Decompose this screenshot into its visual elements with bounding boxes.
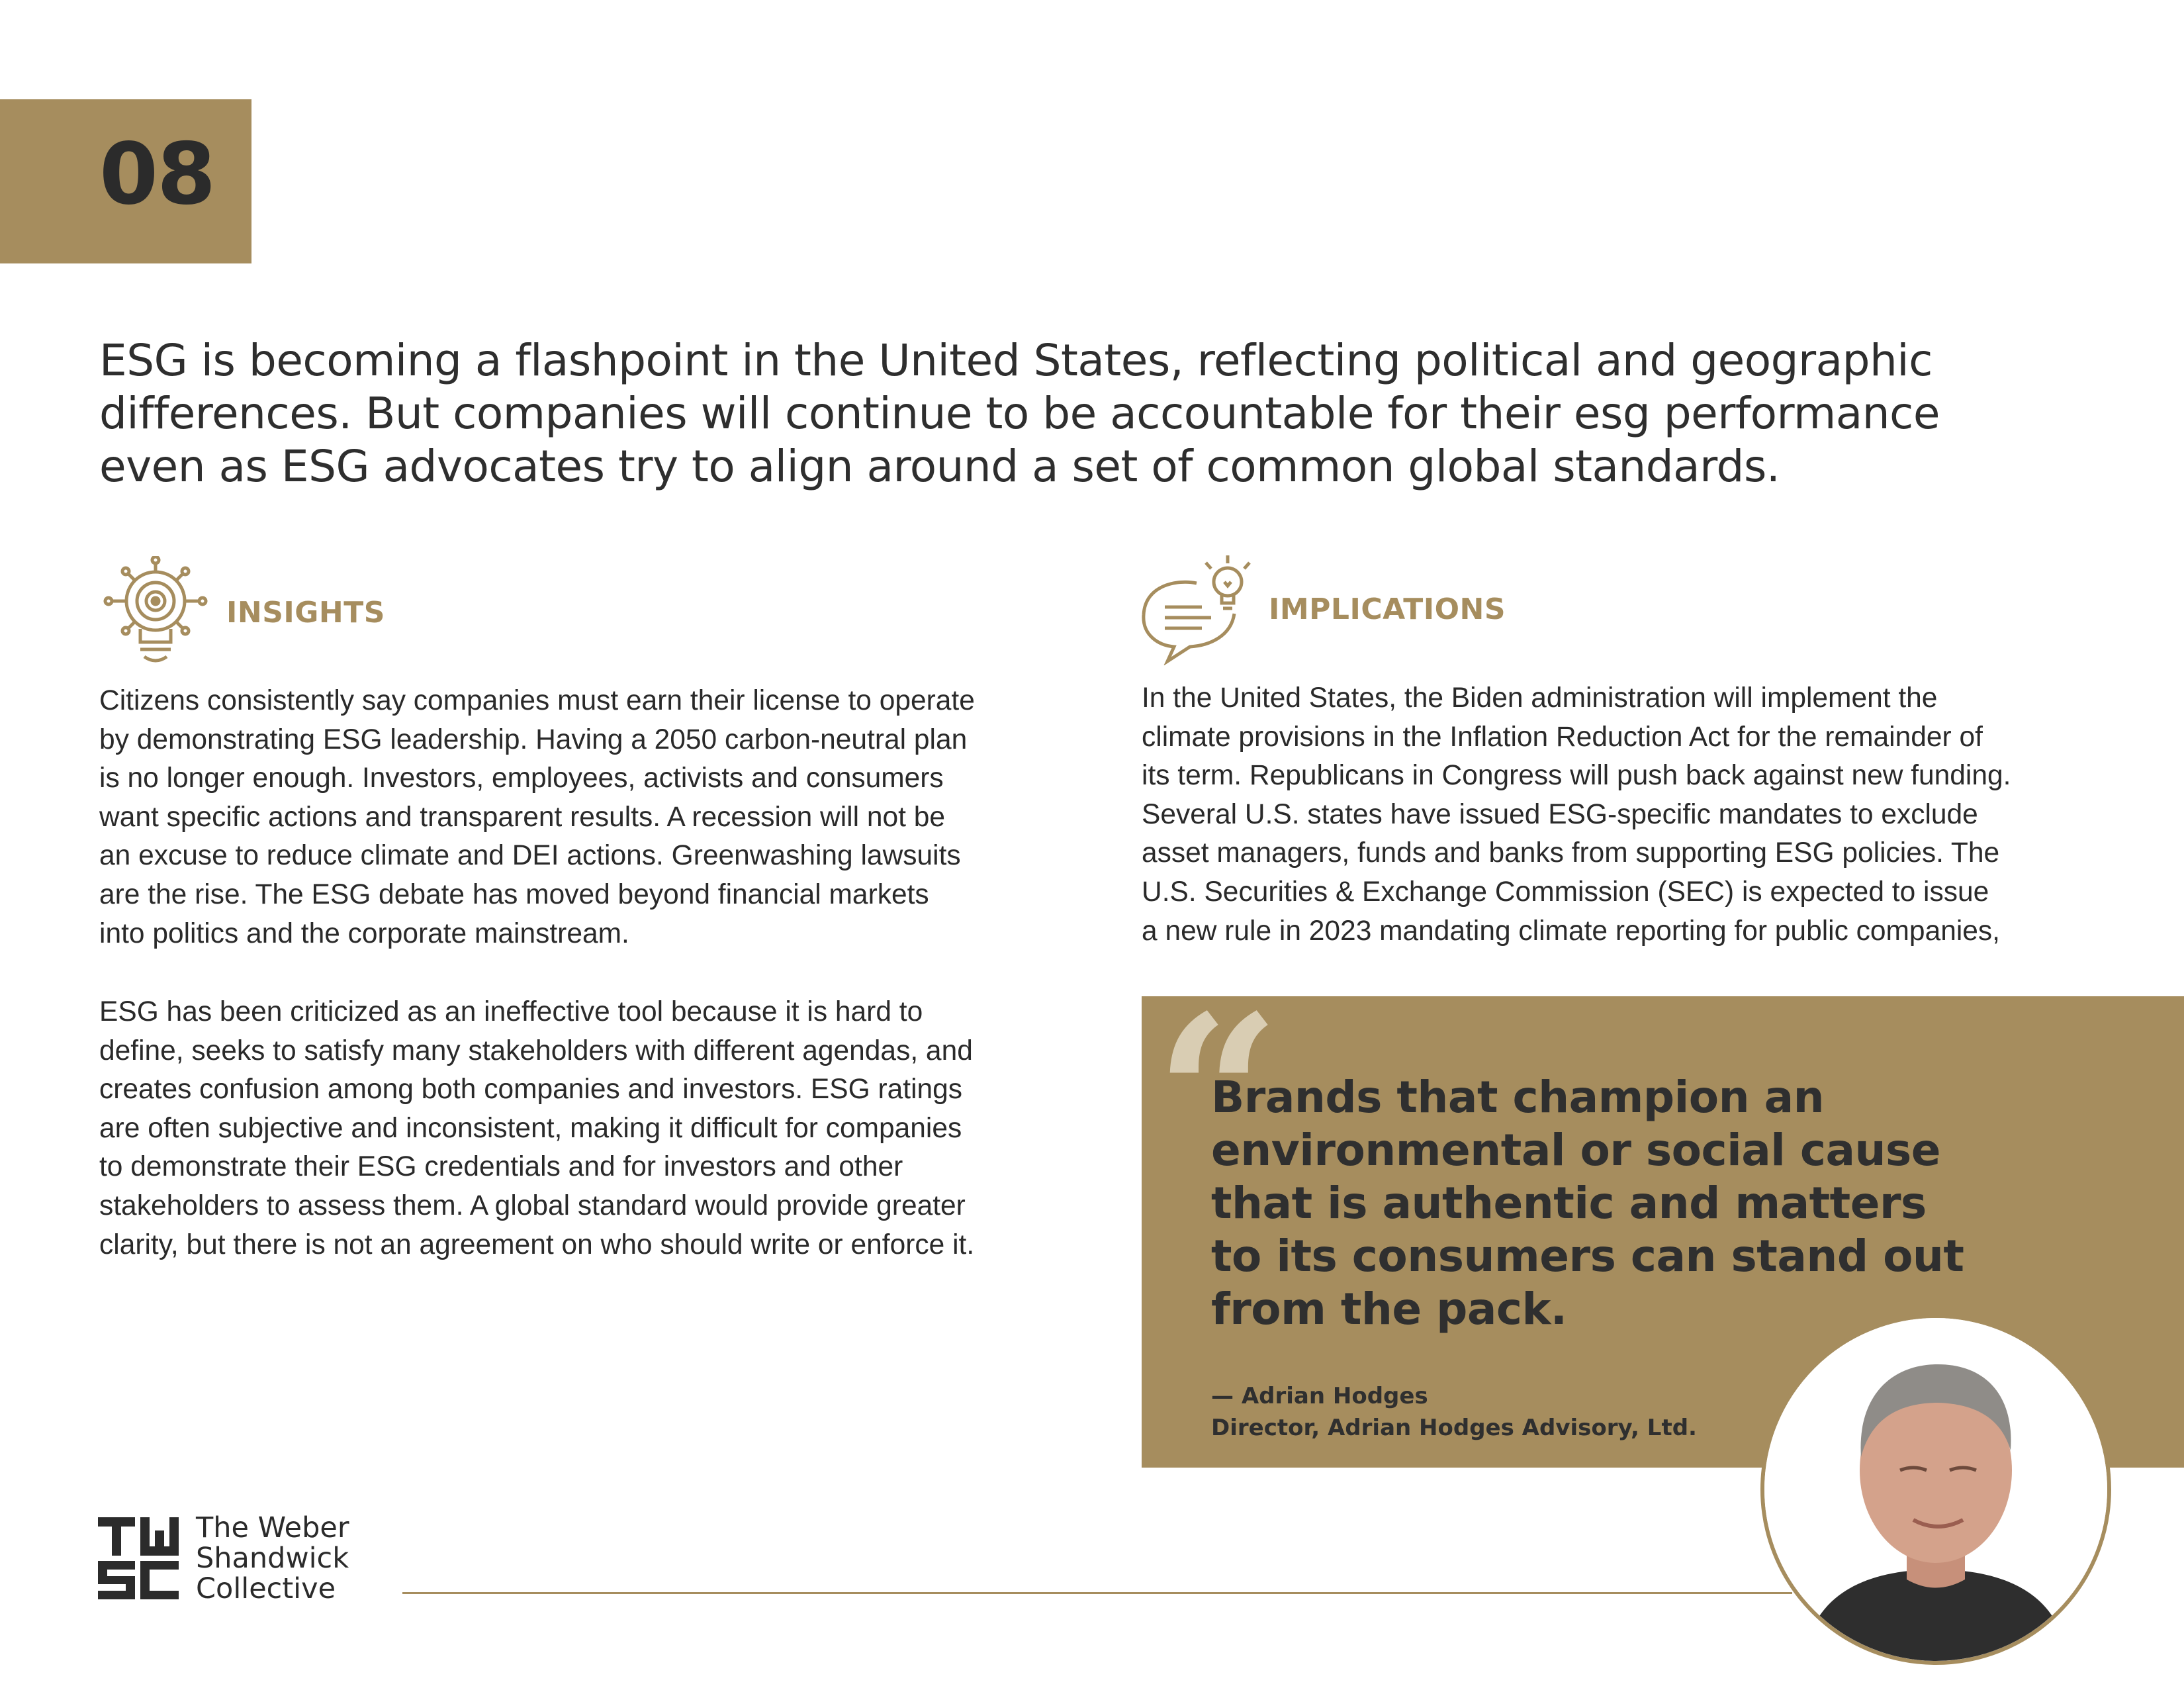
text-line: climate provisions in the Inflation Reduction Act for the remainder of	[1142, 721, 1983, 753]
person-portrait-icon	[1764, 1318, 2107, 1661]
quote-mark-icon: “	[1155, 967, 1281, 1224]
text-line: Citizens consistently say companies must earn their license to operate	[99, 685, 975, 716]
text-line: are often subjective and inconsistent, making it difficult for companies	[99, 1112, 962, 1144]
text-line: are the rise. The ESG debate has moved beyond financial markets	[99, 878, 929, 910]
insights-paragraph-2	[99, 993, 974, 1264]
headline-line: even as ESG advocates try to align around a set of common global standards.	[99, 441, 1780, 492]
quote-line: environmental or social cause	[1211, 1125, 1941, 1176]
logo-line: The Weber	[196, 1511, 349, 1544]
text-line: Several U.S. states have issued ESG-specific mandates to exclude	[1142, 798, 1978, 830]
page-number: 08	[99, 125, 215, 224]
text-line: to demonstrate their ESG credentials and for investors and other	[99, 1151, 903, 1183]
page-number-box	[0, 99, 251, 263]
logo-line: Shandwick	[196, 1542, 349, 1575]
text-line: its term. Republicans in Congress will push back against new funding.	[1142, 760, 2011, 792]
text-line: define, seeks to satisfy many stakeholders with different agendas, and	[99, 1035, 973, 1066]
quote-role: Director, Adrian Hodges Advisory, Ltd.	[1211, 1415, 1697, 1441]
text-line: ESG has been criticized as an ineffective tool because it is hard to	[99, 996, 923, 1027]
quote-attribution	[1211, 1380, 1697, 1444]
logo-line: Collective	[196, 1572, 336, 1605]
text-line: stakeholders to assess them. A global standard would provide greater	[99, 1190, 966, 1221]
headline-line: differences. But companies will continue to be accountable for their esg performance	[99, 388, 1940, 439]
quote-author: — Adrian Hodges	[1211, 1383, 1428, 1409]
insights-paragraph-1	[99, 682, 975, 953]
quote-line: to its consumers can stand out	[1211, 1231, 1964, 1282]
text-line: clarity, but there is not an agreement on who should write or enforce it.	[99, 1229, 975, 1260]
text-line: is no longer enough. Investors, employees, activists and consumers	[99, 763, 944, 794]
quote-line: from the pack.	[1211, 1284, 1567, 1335]
text-line: In the United States, the Biden administration will implement the	[1142, 682, 1938, 714]
insights-title: INSIGHTS	[226, 595, 385, 630]
text-line: a new rule in 2023 mandating climate reporting for public companies,	[1142, 915, 2000, 947]
headline	[99, 334, 2019, 493]
avatar	[1760, 1314, 2111, 1665]
pull-quote	[1211, 1071, 1964, 1336]
chat-bulb-icon	[1138, 553, 1254, 665]
text-line: U.S. Securities & Exchange Commission (SEC) is expected to issue	[1142, 876, 1989, 908]
text-line: into politics and the corporate mainstream.	[99, 918, 629, 949]
company-logo	[98, 1513, 349, 1604]
text-line: by demonstrating ESG leadership. Having a 2050 carbon-neutral plan	[99, 724, 968, 755]
text-line: want specific actions and transparent results. A recession will not be	[99, 801, 946, 833]
headline-line: ESG is becoming a flashpoint in the United States, reflecting political and geographic	[99, 335, 1933, 386]
implications-title: IMPLICATIONS	[1269, 592, 1506, 626]
quote-line: that is authentic and matters	[1211, 1178, 1927, 1229]
text-line: creates confusion among both companies and investors. ESG ratings	[99, 1074, 963, 1106]
insights-header	[99, 556, 385, 669]
implications-paragraph	[1142, 679, 2011, 951]
footer-divider	[402, 1592, 1792, 1594]
twsc-logo-icon	[98, 1517, 179, 1599]
implications-header	[1138, 553, 1506, 665]
gear-bulb-icon	[99, 556, 212, 669]
text-line: asset managers, funds and banks from supporting ESG policies. The	[1142, 837, 2000, 869]
text-line: an excuse to reduce climate and DEI actions. Greenwashing lawsuits	[99, 840, 961, 872]
quote-line: Brands that champion an	[1211, 1072, 1825, 1123]
logo-wordmark	[196, 1513, 349, 1604]
